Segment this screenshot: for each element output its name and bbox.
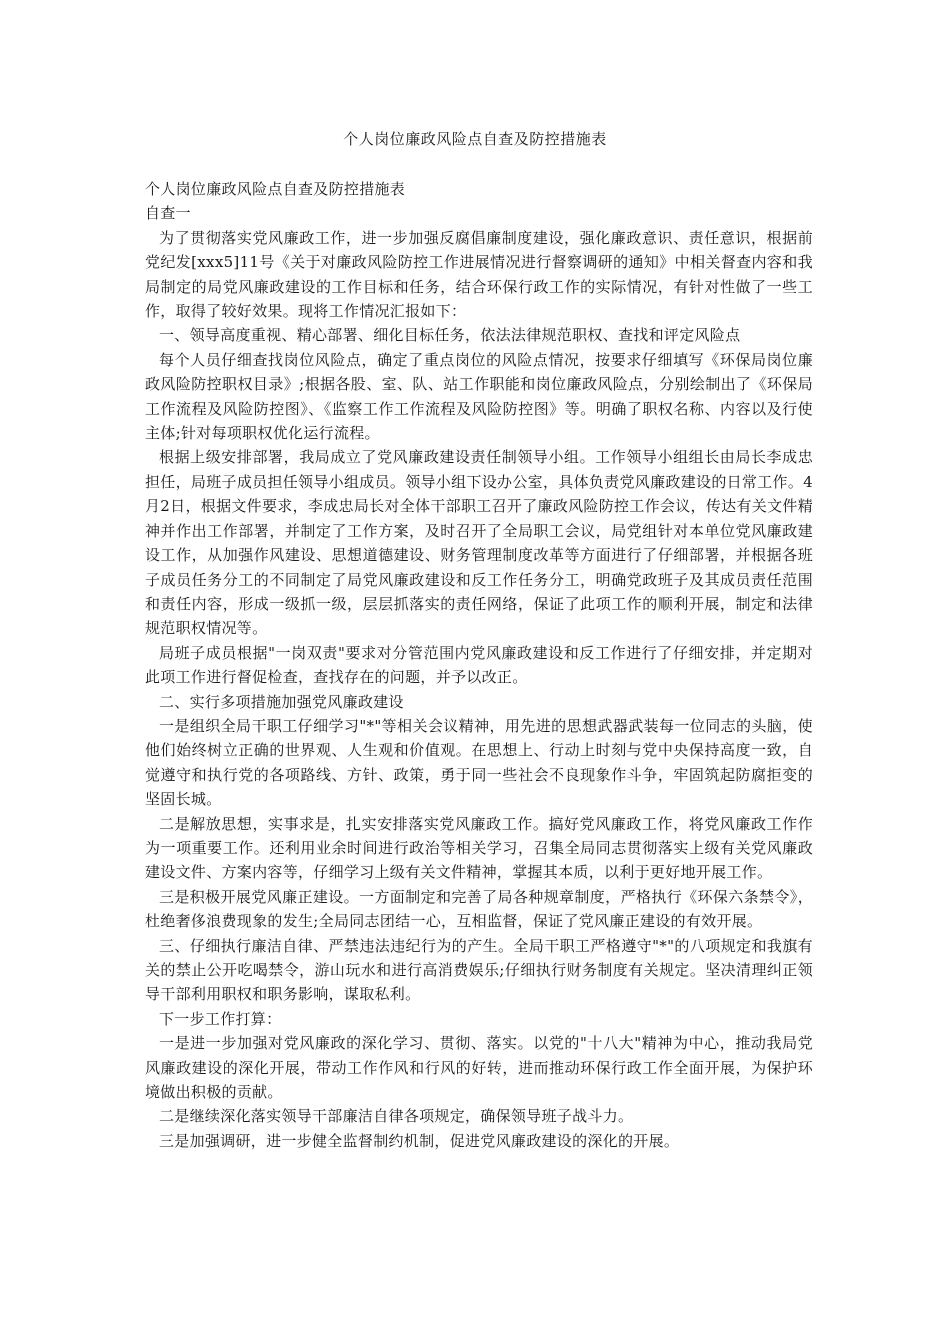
paragraph: 二是继续深化落实领导干部廉洁自律各项规定，确保领导班子战斗力。: [159, 1107, 634, 1126]
paragraph: 为了贯彻落实党风廉政工作，进一步加强反腐倡廉制度建设，强化廉政意识、责任意识，根据前党纪发[xxx5]11号《关于对廉政风险防控工作进展情况进行督察调研的通知》中相关督查内容和我局制定的局党风廉政建设的工作目标和任务，结合环保行政工作的实际情况，有针对性做了一些工作，取得了较好效果。现将工作情况汇报如下：: [145, 228, 813, 321]
paragraph: 个人岗位廉政风险点自查及防控措施表: [145, 180, 406, 198]
paragraph: 二、实行多项措施加强党风廉政建设: [159, 692, 404, 711]
paragraph: 二是解放思想，实事求是，扎实安排落实党风廉政工作。搞好党风廉政工作，将党风廉政工作作为一项重要工作。还利用业余时间进行政治等相关学习，召集全局同志贯彻落实上级有关党风廉政建设文件、方案内容等，仔细学习上级有关文件精神，掌握其本质，以利于更好地开展工作。: [145, 814, 813, 882]
paragraph: 一、领导高度重视、精心部署、细化目标任务，依法法律规范职权、查找和评定风险点: [159, 326, 741, 345]
paragraph: 一是组织全局干职工仔细学习"*"等相关会议精神，用先进的思想武器武装每一位同志的头脑，使他们始终树立正确的世界观、人生观和价值观。在思想上、行动上时刻与党中央保持高度一致，自觉遵守和执行党的各项路线、方针、政策，勇于同一些社会不良现象作斗争，牢固筑起防腐拒变的坚固长城。: [145, 716, 813, 809]
page-title: 个人岗位廉政风险点自查及防控措施表: [343, 130, 607, 148]
paragraph: 三、仔细执行廉洁自律、严禁违法违纪行为的产生。全局干职工严格遵守"*"的八项规定和我旗有关的禁止公开吃喝禁令，游山玩水和进行高消费娱乐;仔细执行财务制度有关规定。坚决清理纠正领导干部利用职权和职务影响，谋取私利。: [145, 936, 813, 1004]
paragraph: 三是积极开展党风廉正建设。一方面制定和完善了局各种规章制度，严格执行《环保六条禁令》，杜绝奢侈浪费现象的发生;全局同志团结一心，互相监督，保证了党风廉正建设的有效开展。: [145, 887, 813, 931]
paragraph: 每个人员仔细查找岗位风险点，确定了重点岗位的风险点情况，按要求仔细填写《环保局岗位廉政风险防控职权目录》;根据各股、室、队、站工作职能和岗位廉政风险点，分别绘制出了《环保局工作流程及风险防控图》、《监察工作工作流程及风险防控图》等。明确了职权名称、内容以及行使主体;针对每项职权优化运行流程。: [145, 350, 813, 443]
paragraph: 三是加强调研，进一步健全监督制约机制，促进党风廉政建设的深化的开展。: [159, 1131, 680, 1150]
document-body: [145, 177, 813, 1153]
paragraph: 下一步工作打算：: [159, 1009, 282, 1028]
paragraph: 局班子成员根据"一岗双责"要求对分管范围内党风廉政建设和反工作进行了仔细安排，并定期对此项工作进行督促检查，查找存在的问题，并予以改正。: [145, 643, 813, 687]
paragraph: 自查一: [145, 204, 191, 223]
paragraph: 根据上级安排部署，我局成立了党风廉政建设责任制领导小组。工作领导小组组长由局长李成忠担任，局班子成员担任领导小组成员。领导小组下设办公室，具体负责党风廉政建设的日常工作。4月2日，根据文件要求，李成忠局长对全体干部职工召开了廉政风险防控工作会议，传达有关文件精神并作出工作部署，并制定了工作方案，及时召开了全局职工会议，局党组针对本单位党风廉政建设工作，从加强作风建设、思想道德建设、财务管理制度改革等方面进行了仔细部署，并根据各班子成员任务分工的不同制定了局党风廉政建设和反工作任务分工，明确党政班子及其成员责任范围和责任内容，形成一级抓一级，层层抓落实的责任网络，保证了此项工作的顺利开展，制定和法律规范职权情况等。: [145, 448, 813, 638]
paragraph: 一是进一步加强对党风廉政的深化学习、贯彻、落实。以党的"十八大"精神为中心，推动我局党风廉政建设的深化开展，带动工作作风和行风的好转，进而推动环保行政工作全面开展，为保护环境做出积极的贡献。: [145, 1034, 813, 1102]
